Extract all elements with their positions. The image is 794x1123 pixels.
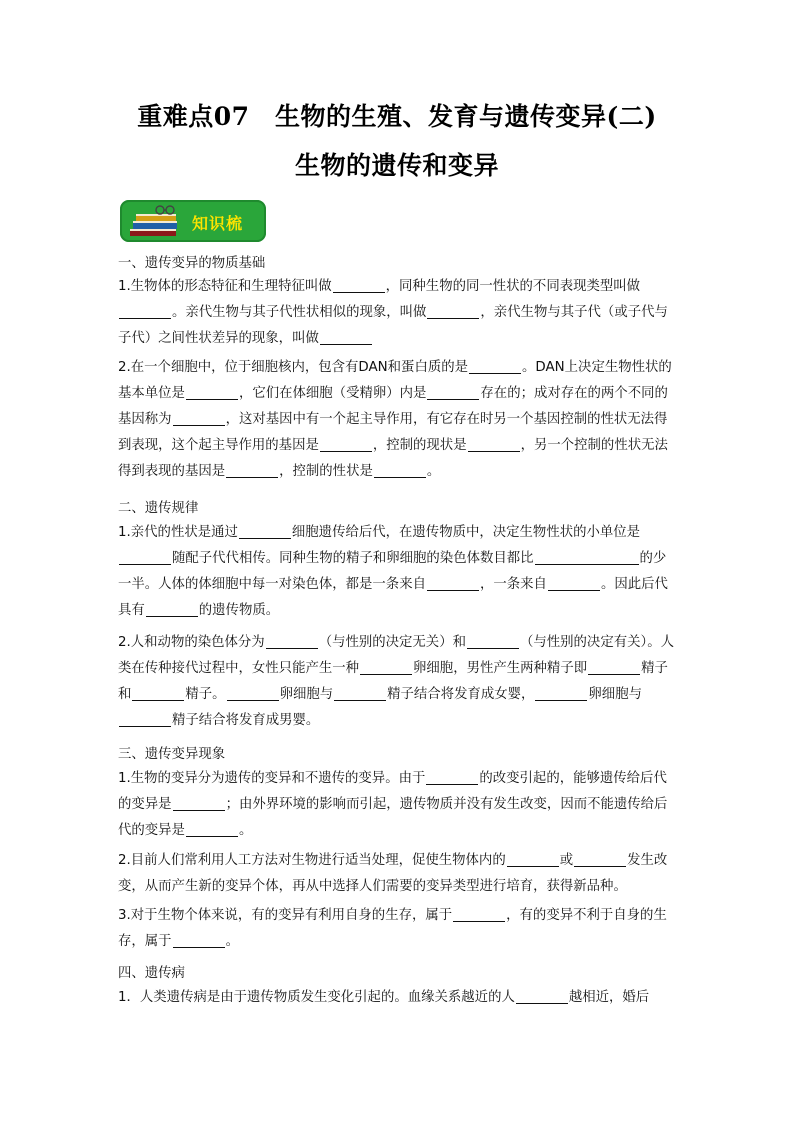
answer-blank[interactable] (507, 853, 559, 867)
answer-blank[interactable] (266, 635, 318, 649)
answer-blank[interactable] (173, 797, 225, 811)
answer-blank[interactable] (320, 438, 372, 452)
answer-blank[interactable] (132, 687, 184, 701)
paragraph-6: 2.目前人们常利用人工方法对生物进行适当处理，促使生物体内的 或 发生改变，从而产生新的变异个体，再从中选择人们需要的变异类型进行培育，获得新品种。 (118, 853, 668, 894)
answer-blank[interactable] (320, 331, 372, 345)
answer-blank[interactable] (226, 464, 278, 478)
answer-blank[interactable] (334, 687, 386, 701)
answer-blank[interactable] (239, 525, 291, 539)
answer-blank[interactable] (427, 386, 479, 400)
answer-blank[interactable] (467, 635, 519, 649)
paragraph-5: 1.生物的变异分为遗传的变异和不遗传的变异。由于 的改变引起的，能够遗传给后代的变异是 ；由外界环境的影响而引起，遗传物质并没有发生改变，因而不能遗传给后代的变异是 。 (118, 771, 668, 838)
answer-blank[interactable] (119, 305, 171, 319)
answer-blank[interactable] (119, 551, 171, 565)
answer-blank[interactable] (548, 577, 600, 591)
paragraph-2: 2.在一个细胞中，位于细胞核内，包含有DAN和蛋白质的是 。DAN上决定生物性状的基本单位是 ，它们在体细胞（受精卵）内是 存在的；成对存在的两个不同的基因称为 ，这对基因中有一个起主导作用，有它存在时另一个基因控制的性状无法得到表现，这个起主导作用的基因是 ，控制的现状是 ，另一个控制的性状无法得到表现的基因是 ，控制的性状是 。 (118, 360, 672, 479)
answer-blank[interactable] (588, 661, 640, 675)
books-icon (126, 203, 188, 239)
answer-blank[interactable] (453, 908, 505, 922)
section-heading-4: 四、遗传病 (118, 966, 185, 981)
answer-blank[interactable] (535, 687, 587, 701)
answer-blank[interactable] (173, 412, 225, 426)
answer-blank[interactable] (119, 713, 171, 727)
paragraph-8: 1．人类遗传病是由于遗传物质发生变化引起的。血缘关系越近的人 越相近，婚后 (118, 990, 650, 1005)
answer-blank[interactable] (360, 661, 412, 675)
paragraph-7: 3.对于生物个体来说，有的变异有利用自身的生存，属于 ，有的变异不利于自身的生存，属于 。 (118, 908, 667, 949)
answer-blank[interactable] (146, 603, 198, 617)
answer-blank[interactable] (186, 823, 238, 837)
answer-blank[interactable] (516, 990, 568, 1004)
answer-blank[interactable] (227, 687, 279, 701)
answer-blank[interactable] (468, 438, 520, 452)
answer-blank[interactable] (427, 305, 479, 319)
answer-blank[interactable] (333, 279, 385, 293)
badge-label: 知识梳 (192, 214, 244, 233)
section-heading-2: 二、遗传规律 (118, 501, 199, 516)
page-title: 重难点07 生物的生殖、发育与遗传变异(二) (137, 102, 657, 131)
answer-blank[interactable] (186, 386, 238, 400)
answer-blank[interactable] (173, 934, 225, 948)
section-heading-1: 一、遗传变异的物质基础 (118, 256, 266, 271)
paragraph-1: 1.生物体的形态特征和生理特征叫做 ，同种生物的同一性状的不同表现类型叫做。亲代生物与其子代性状相似的现象，叫做 ，亲代生物与其子代（或子代与子代）之间性状差异的现象，叫做 (118, 279, 668, 346)
answer-blank[interactable] (426, 771, 478, 785)
answer-blank[interactable] (574, 853, 626, 867)
section-heading-3: 三、遗传变异现象 (118, 747, 226, 762)
answer-blank[interactable] (427, 577, 479, 591)
paragraph-3: 1.亲代的性状是通过 细胞遗传给后代，在遗传物质中，决定生物性状的小单位是随配子代代相传。同种生物的精子和卵细胞的染色体数目都比 的少一半。人体的体细胞中每一对染色体，都是一条来自 ，一条来自 。因此后代具有 的遗传物质。 (118, 525, 668, 618)
knowledge-badge (120, 200, 266, 242)
answer-blank[interactable] (469, 360, 521, 374)
page-subtitle: 生物的遗传和变异 (294, 151, 499, 180)
paragraph-4: 2.人和动物的染色体分为 （与性别的决定无关）和 （与性别的决定有关）。人类在传种接代过程中，女性只能产生一种 卵细胞，男性产生两种精子即 精子和 精子。 卵细胞与 精子结合将发育成女婴， 卵细胞与精子结合将发育成男婴。 (118, 635, 674, 728)
answer-blank[interactable] (374, 464, 426, 478)
answer-blank[interactable] (535, 551, 639, 565)
